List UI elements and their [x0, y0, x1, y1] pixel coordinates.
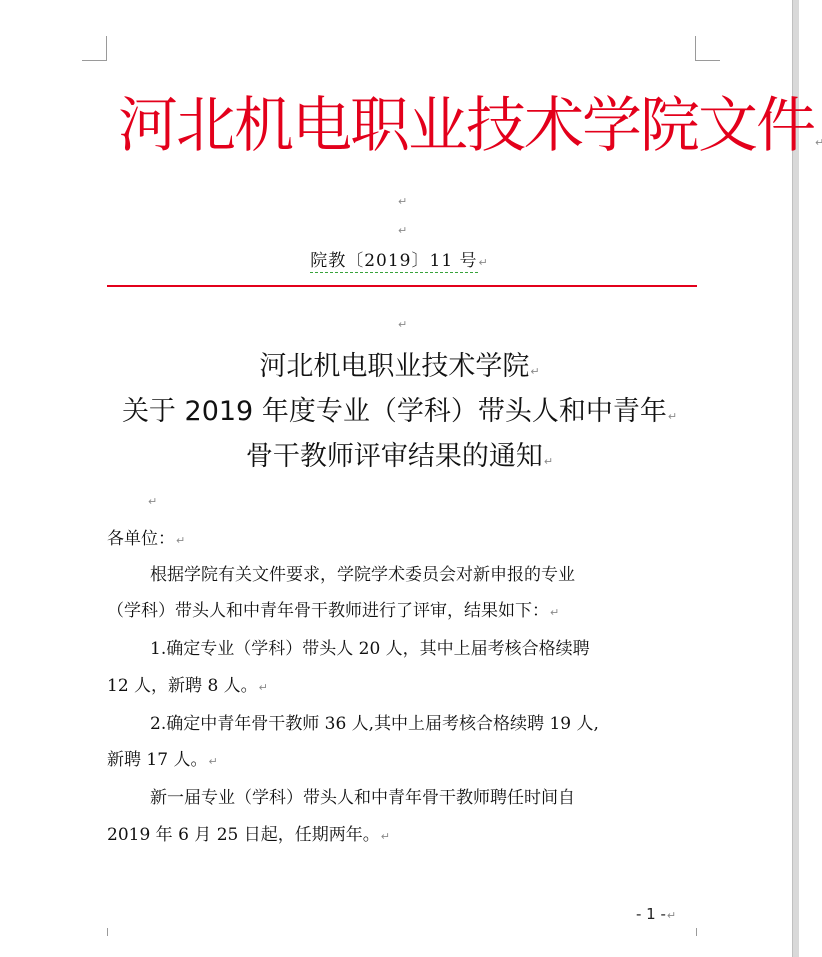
page-number: - 1 -↵: [636, 905, 677, 923]
margin-corner-top-right: [695, 36, 720, 61]
notice-title-line-1: 河北机电职业技术学院↵: [259, 351, 540, 382]
red-separator-line: [107, 285, 697, 287]
notice-title-line-3: 骨干教师评审结果的通知↵: [245, 441, 554, 472]
paragraph-mark: ↵: [148, 495, 158, 508]
paragraph-1-line-2: （学科）带头人和中青年骨干教师进行了评审，结果如下：↵: [107, 601, 560, 621]
red-header-title: 河北机电职业技术学院文件↵: [118, 91, 822, 161]
paragraph-mark: ↵: [398, 318, 408, 331]
paragraph-2-line-2: 2019 年 6 月 25 日起，任期两年。↵: [107, 825, 390, 845]
item-1-line-1: 1.确定专业（学科）带头人 20 人，其中上届考核合格续聘: [150, 639, 590, 659]
margin-corner-top-left: [82, 36, 107, 61]
salutation: 各单位：↵: [107, 529, 186, 549]
paragraph-mark: ↵: [398, 195, 408, 208]
paragraph-1-line-1: 根据学院有关文件要求，学院学术委员会对新申报的专业: [150, 565, 575, 585]
margin-tick-bottom-left: [107, 928, 108, 936]
document-number: 院教〔2019〕11 号↵: [310, 251, 489, 271]
margin-tick-bottom-right: [696, 928, 697, 936]
notice-title-line-2: 关于 2019 年度专业（学科）带头人和中青年↵: [121, 396, 678, 427]
paragraph-mark: ↵: [398, 224, 408, 237]
item-2-line-2: 新聘 17 人。↵: [107, 750, 218, 770]
paragraph-2-line-1: 新一届专业（学科）带头人和中青年骨干教师聘任时间自: [150, 788, 575, 808]
item-2-line-1: 2.确定中青年骨干教师 36 人,其中上届考核合格续聘 19 人,: [150, 714, 599, 734]
item-1-line-2: 12 人，新聘 8 人。↵: [107, 676, 268, 696]
